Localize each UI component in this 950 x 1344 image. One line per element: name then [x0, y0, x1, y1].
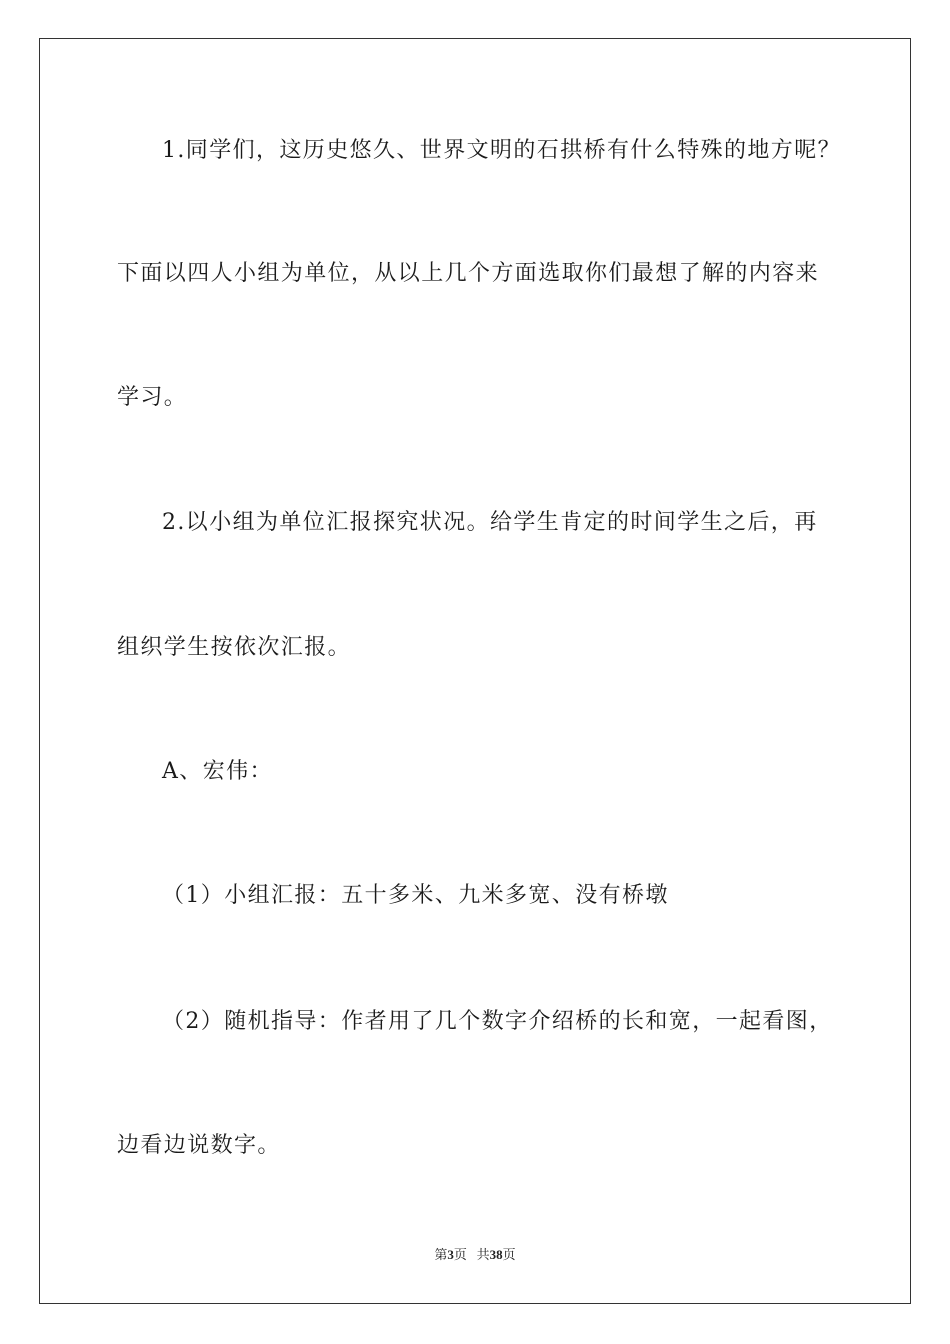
footer-total-number: 38 [489, 1247, 503, 1262]
paragraph-line-8: （2）随机指导：作者用了几个数字介绍桥的长和宽，一起看图， [162, 1009, 833, 1034]
paragraph-line-3: 学习。 [117, 385, 188, 410]
section-heading: A、宏伟： [162, 759, 273, 784]
footer-total-suffix: 页 [502, 1247, 516, 1262]
paragraph-line-5: 组织学生按依次汇报。 [117, 635, 352, 660]
footer-total-prefix: 共 [476, 1247, 490, 1262]
footer-page-prefix: 第 [434, 1247, 448, 1262]
page-footer [0, 1246, 950, 1264]
page-border [39, 38, 911, 1304]
paragraph-line-9: 边看边说数字。 [117, 1133, 281, 1158]
footer-page-number: 3 [447, 1247, 454, 1262]
paragraph-line-7: （1）小组汇报：五十多米、九米多宽、没有桥墩 [162, 883, 669, 908]
paragraph-line-4: 2.以小组为单位汇报探究状况。给学生肯定的时间学生之后，再 [162, 510, 818, 535]
paragraph-line-2: 下面以四人小组为单位，从以上几个方面选取你们最想了解的内容来 [117, 261, 820, 286]
footer-page-suffix: 页 [453, 1247, 467, 1262]
paragraph-line-1: 1.同学们，这历史悠久、世界文明的石拱桥有什么特殊的地方呢？ [162, 138, 841, 163]
